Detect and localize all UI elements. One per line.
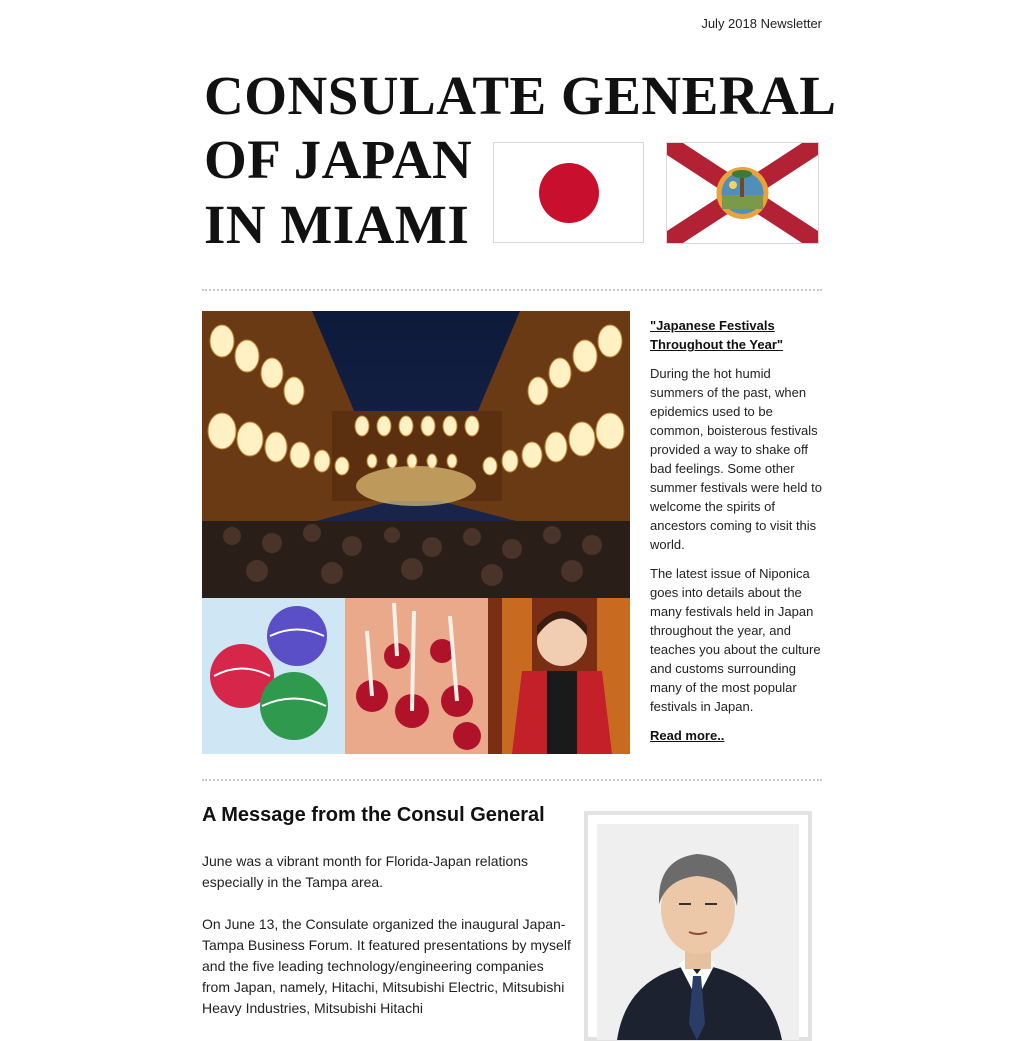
festival-collage-image — [202, 311, 630, 754]
masthead-title-line2: OF JAPAN — [204, 129, 473, 190]
feature-paragraph-2: The latest issue of Niponica goes into details about the many festivals held in Japan throughout the year, and teaches you about the culture and customs surrounding many of the most popular festivals in Japan. — [650, 566, 821, 714]
masthead-title-line1: CONSULATE GENERAL — [204, 65, 837, 126]
consul-portrait-photo — [597, 824, 799, 1040]
feature-title-link[interactable]: "Japanese Festivals Throughout the Year" — [650, 318, 784, 352]
consul-portrait-frame — [584, 811, 812, 1041]
read-more-link[interactable]: Read more.. — [650, 728, 725, 743]
section-divider — [202, 289, 822, 291]
section-divider — [202, 779, 822, 781]
message-paragraph-2: On June 13, the Consulate organized the inaugural Japan-Tampa Business Forum. It featured presentations by myself and the five leading technology/engineering companies from Japan, namely, Hitachi, Mitsubishi Electric, Mitsubishi Heavy Industries, Mitsubishi Hitachi — [202, 916, 571, 1016]
feature-paragraph-1: During the hot humid summers of the past, when epidemics used to be common, boisterous festivals provided a way to shake off bad feelings. Some other summer festivals were held to welcome the spirits of ancestors coming to visit this world. — [650, 366, 822, 552]
message-body — [202, 851, 572, 1040]
florida-flag-icon — [666, 142, 819, 244]
masthead-title-line3: IN MIAMI — [204, 194, 470, 255]
newsletter-date: July 2018 Newsletter — [701, 16, 822, 31]
japan-flag-icon — [493, 142, 644, 243]
message-title: A Message from the Consul General — [202, 804, 545, 826]
message-paragraph-1: June was a vibrant month for Florida-Japan relations especially in the Tampa area. — [202, 853, 529, 890]
feature-article — [650, 316, 826, 745]
